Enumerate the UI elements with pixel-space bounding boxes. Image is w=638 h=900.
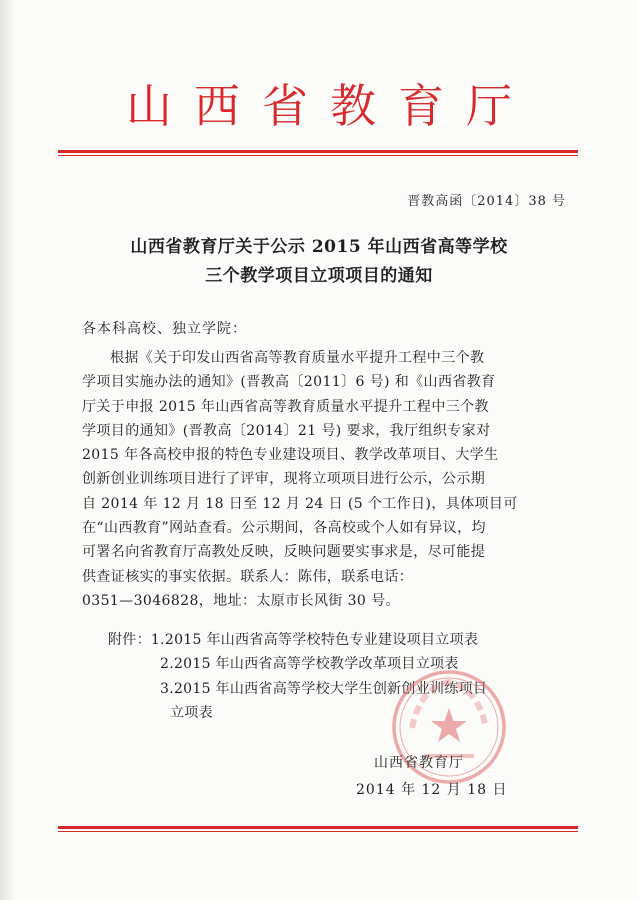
body-line: 学项目的通知》(晋教高〔2014〕21 号) 要求，我厅组织专家对 — [82, 422, 491, 439]
document-number: 晋教高函〔2014〕38 号 — [407, 194, 566, 209]
salutation: 各本科高校、独立学院： — [82, 321, 247, 337]
signature-organization: 山西省教育厅 — [374, 755, 464, 771]
body-line: 厅关于申报 2015 年山西省高等教育质量水平提升工程中三个教 — [82, 398, 489, 415]
letterhead-red-rule-thin — [58, 155, 578, 156]
letterhead-red-rule-thick — [58, 150, 578, 153]
body-line: 在“山西教育”网站查看。公示期间，各高校或个人如有异议，均 — [82, 520, 486, 537]
body-line: 供查证核实的事实依据。联系人：陈伟，联系电话： — [82, 568, 414, 585]
letterhead-agency-name: 山西省教育厅 — [126, 79, 534, 133]
attachment-item-3: 3.2015 年山西省高等学校大学生创新创业训练项目 — [160, 680, 488, 697]
notice-title-line-2: 三个教学项目立项项目的通知 — [205, 266, 433, 286]
body-line: 自 2014 年 12 月 18 日至 12 月 24 日 (5 个工作日)，具体项目可 — [82, 495, 518, 512]
attachment-item — [108, 628, 568, 652]
scan-edge-shadow — [0, 0, 14, 900]
body-line: 学项目实施办法的通知》(晋教高〔2011〕6 号) 和《山西省教育 — [82, 374, 496, 391]
notice-body — [82, 346, 556, 613]
body-line: 可署名向省教育厅高教处反映，反映问题要实事求是，尽可能提 — [82, 544, 486, 561]
footer-red-rule-thick — [58, 826, 578, 829]
seal-star-icon — [431, 708, 467, 742]
attachment-item-3-continued: 立项表 — [170, 704, 213, 721]
attachment-item-1: 1.2015 年山西省高等学校特色专业建设项目立项表 — [150, 632, 479, 648]
footer-red-rule-thin — [58, 831, 578, 832]
body-line: 0351—3046828，地址：太原市长风街 30 号。 — [82, 592, 400, 609]
attachment-item-2: 2.2015 年山西省高等学校教学改革项目立项表 — [160, 656, 459, 673]
notice-title-line-1: 山西省教育厅关于公示 2015 年山西省高等学校 — [130, 237, 508, 257]
body-line: 创新创业训练项目进行了评审，现将立项项目进行公示，公示期 — [82, 471, 486, 488]
signature-date: 2014 年 12 月 18 日 — [356, 782, 508, 798]
body-line: 根据《关于印发山西省高等教育质量水平提升工程中三个教 — [110, 350, 485, 366]
attachments-label: 附件： — [108, 632, 151, 648]
body-line: 2015 年各高校申报的特色专业建设项目、教学改革项目、大学生 — [82, 447, 499, 464]
